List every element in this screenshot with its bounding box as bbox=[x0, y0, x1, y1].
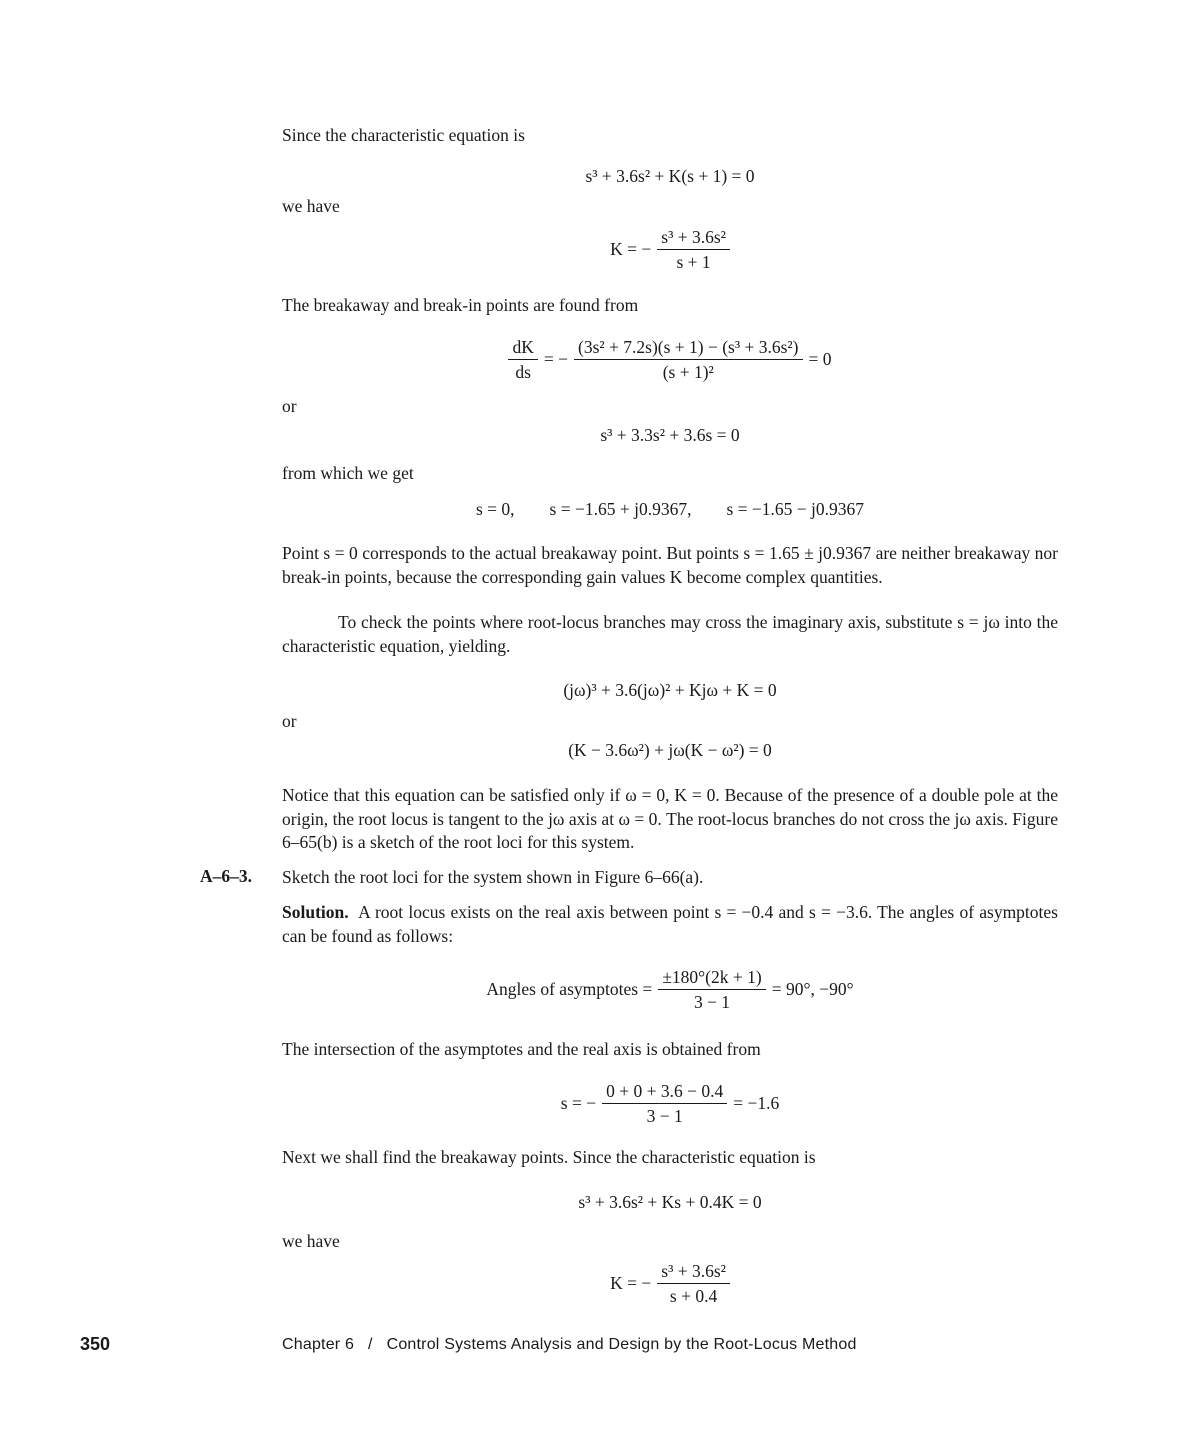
fraction bbox=[574, 336, 803, 383]
paragraph: To check the points where root-locus branches may cross the imaginary axis, substitute s = jω into the characteristic equation, yielding. bbox=[282, 612, 1058, 656]
numerator: 0 + 0 + 3.6 − 0.4 bbox=[602, 1080, 727, 1104]
paragraph: Since the characteristic equation is bbox=[282, 125, 525, 145]
equation-lhs: s = − bbox=[560, 1093, 597, 1113]
equation-centroid bbox=[282, 1080, 1058, 1127]
equation-rhs: = 90°, −90° bbox=[771, 979, 854, 999]
equation-roots: s = 0, s = −1.65 + j0.9367, s = −1.65 − j0.9367 bbox=[476, 499, 864, 519]
equation-k bbox=[282, 226, 1058, 273]
paragraph: or bbox=[282, 711, 297, 731]
numerator: s³ + 3.6s² bbox=[657, 226, 730, 250]
solution-paragraph bbox=[282, 901, 1058, 948]
equation-lhs: Angles of asymptotes = bbox=[486, 979, 653, 999]
equation-k-2 bbox=[282, 1260, 1058, 1307]
equation-lhs: K = − bbox=[610, 239, 652, 259]
paragraph: from which we get bbox=[282, 463, 414, 483]
paragraph: we have bbox=[282, 196, 340, 216]
paragraph: The intersection of the asymptotes and the real axis is obtained from bbox=[282, 1039, 761, 1059]
problem-statement: Sketch the root loci for the system shown in Figure 6–66(a). bbox=[282, 867, 704, 887]
denominator: 3 − 1 bbox=[693, 992, 731, 1012]
fraction bbox=[602, 1080, 727, 1127]
paragraph: Next we shall find the breakaway points. Since the characteristic equation is bbox=[282, 1147, 816, 1167]
numerator: dK bbox=[508, 336, 537, 360]
numerator: ±180°(2k + 1) bbox=[658, 966, 765, 990]
fraction bbox=[657, 226, 730, 273]
equation-rhs: = −1.6 bbox=[733, 1093, 780, 1113]
paragraph: The breakaway and break-in points are found from bbox=[282, 295, 639, 315]
running-footer: Chapter 6 / Control Systems Analysis and Design by the Root-Locus Method bbox=[282, 1336, 857, 1353]
equation-real-imag: (K − 3.6ω²) + jω(K − ω²) = 0 bbox=[568, 740, 772, 760]
denominator: s + 0.4 bbox=[669, 1286, 718, 1306]
paragraph: or bbox=[282, 396, 297, 416]
numerator: (3s² + 7.2s)(s + 1) − (s³ + 3.6s²) bbox=[574, 336, 803, 360]
equation-rhs: = 0 bbox=[808, 349, 832, 369]
equation-characteristic-2: s³ + 3.6s² + Ks + 0.4K = 0 bbox=[578, 1192, 762, 1212]
page-number: 350 bbox=[80, 1334, 111, 1354]
solution-text: A root locus exists on the real axis between point s = −0.4 and s = −3.6. The angles of asymptotes can be found as follows: bbox=[282, 902, 1058, 946]
denominator: (s + 1)² bbox=[662, 362, 714, 382]
paragraph: we have bbox=[282, 1231, 340, 1251]
equation-jw: (jω)³ + 3.6(jω)² + Kjω + K = 0 bbox=[563, 680, 777, 700]
paragraph: Notice that this equation can be satisfied only if ω = 0, K = 0. Because of the presence of a double pole at the origin, the root locus is tangent to the jω axis at ω = 0. The root-locus branches do not cross the jω axis. Figure 6–65(b) is a sketch of the root loci for this system. bbox=[282, 785, 1058, 852]
equation-cubic: s³ + 3.3s² + 3.6s = 0 bbox=[600, 425, 740, 445]
equation-characteristic: s³ + 3.6s² + K(s + 1) = 0 bbox=[585, 166, 755, 186]
solution-label: Solution. bbox=[282, 902, 349, 922]
numerator: s³ + 3.6s² bbox=[657, 1260, 730, 1284]
denominator: 3 − 1 bbox=[646, 1106, 683, 1126]
fraction bbox=[658, 966, 765, 1013]
equation-dk-ds bbox=[282, 336, 1058, 383]
equation-asymptote-angles bbox=[282, 966, 1058, 1013]
fraction bbox=[508, 336, 537, 383]
denominator: ds bbox=[515, 362, 531, 382]
equation-lhs: K = − bbox=[610, 1273, 652, 1293]
paragraph: Point s = 0 corresponds to the actual breakaway point. But points s = 1.65 ± j0.9367 are neither breakaway nor break-in points, because the corresponding gain values K become complex quantities. bbox=[282, 543, 1058, 587]
denominator: s + 1 bbox=[676, 252, 711, 272]
equation-operator: = − bbox=[543, 349, 568, 369]
problem-label: A–6–3. bbox=[200, 866, 253, 886]
fraction bbox=[657, 1260, 730, 1307]
